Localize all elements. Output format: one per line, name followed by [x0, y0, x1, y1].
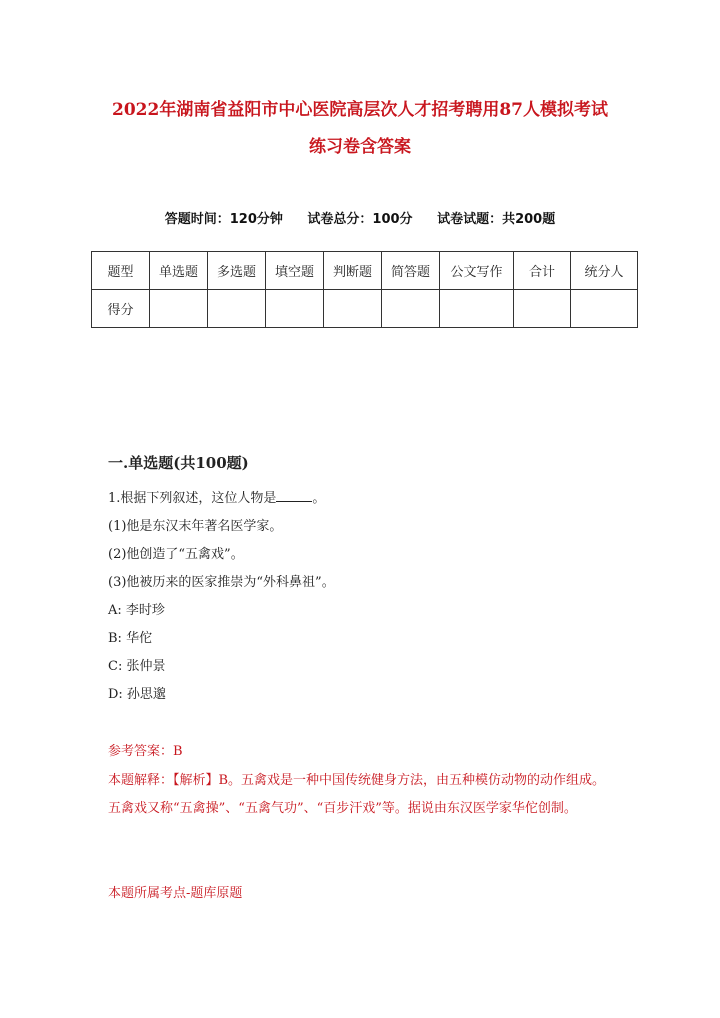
score-header-cell: 单选题	[150, 252, 208, 290]
question-stem	[108, 487, 325, 506]
score-header-cell: 多选题	[208, 252, 266, 290]
question-clue: (2)他创造了“五禽戏”。	[108, 547, 244, 562]
section-title: 一.单选题(共100题)	[108, 454, 249, 472]
exam-question-count: 试卷试题：共200题	[437, 212, 556, 227]
document-title-line1: 2022年湖南省益阳市中心医院高层次人才招考聘用87人模拟考试	[112, 100, 608, 120]
answer-explanation: 本题解释：【解析】B。五禽戏是一种中国传统健身方法，由五种模仿动物的动作组成。五禽戏又称“五禽操”、“五禽气功”、“百步汗戏”等。据说由东汉医学家华佗创制。	[108, 773, 606, 816]
question-clue: (3)他被历来的医家推崇为“外科鼻祖”。	[108, 575, 335, 590]
score-input-cell[interactable]	[208, 290, 266, 328]
score-header-cell: 填空题	[266, 252, 324, 290]
question-clue: (1)他是东汉末年著名医学家。	[108, 519, 283, 534]
score-header-cell: 统分人	[571, 252, 638, 290]
exam-time: 答题时间：120分钟	[164, 212, 283, 227]
question-source: 本题所属考点-题库原题	[108, 886, 243, 901]
question-stem-text: 1.根据下列叙述，这位人物是	[108, 491, 277, 506]
score-row-label: 得分	[92, 290, 150, 328]
answer-blank	[276, 489, 312, 502]
score-header-cell: 题型	[92, 252, 150, 290]
exam-meta	[0, 208, 720, 227]
score-table-header-row	[92, 252, 638, 290]
score-input-cell[interactable]	[382, 290, 440, 328]
reference-answer: 参考答案：B	[108, 744, 183, 759]
score-input-cell[interactable]	[571, 290, 638, 328]
score-table	[91, 251, 638, 328]
score-header-cell: 公文写作	[440, 252, 514, 290]
score-header-cell: 判断题	[324, 252, 382, 290]
score-input-cell[interactable]	[514, 290, 571, 328]
score-input-cell[interactable]	[150, 290, 208, 328]
option-c[interactable]: C: 张仲景	[108, 659, 166, 674]
score-input-cell[interactable]	[324, 290, 382, 328]
document-title-line2: 练习卷含答案	[309, 137, 411, 157]
option-a[interactable]: A: 李时珍	[108, 603, 165, 618]
score-input-cell[interactable]	[266, 290, 324, 328]
question-stem-end: 。	[312, 491, 326, 506]
exam-total-score: 试卷总分：100分	[307, 212, 413, 227]
score-table-score-row	[92, 290, 638, 328]
option-d[interactable]: D: 孙思邈	[108, 687, 166, 702]
option-b[interactable]: B: 华佗	[108, 631, 153, 646]
score-header-cell: 简答题	[382, 252, 440, 290]
score-header-cell: 合计	[514, 252, 571, 290]
score-input-cell[interactable]	[440, 290, 514, 328]
